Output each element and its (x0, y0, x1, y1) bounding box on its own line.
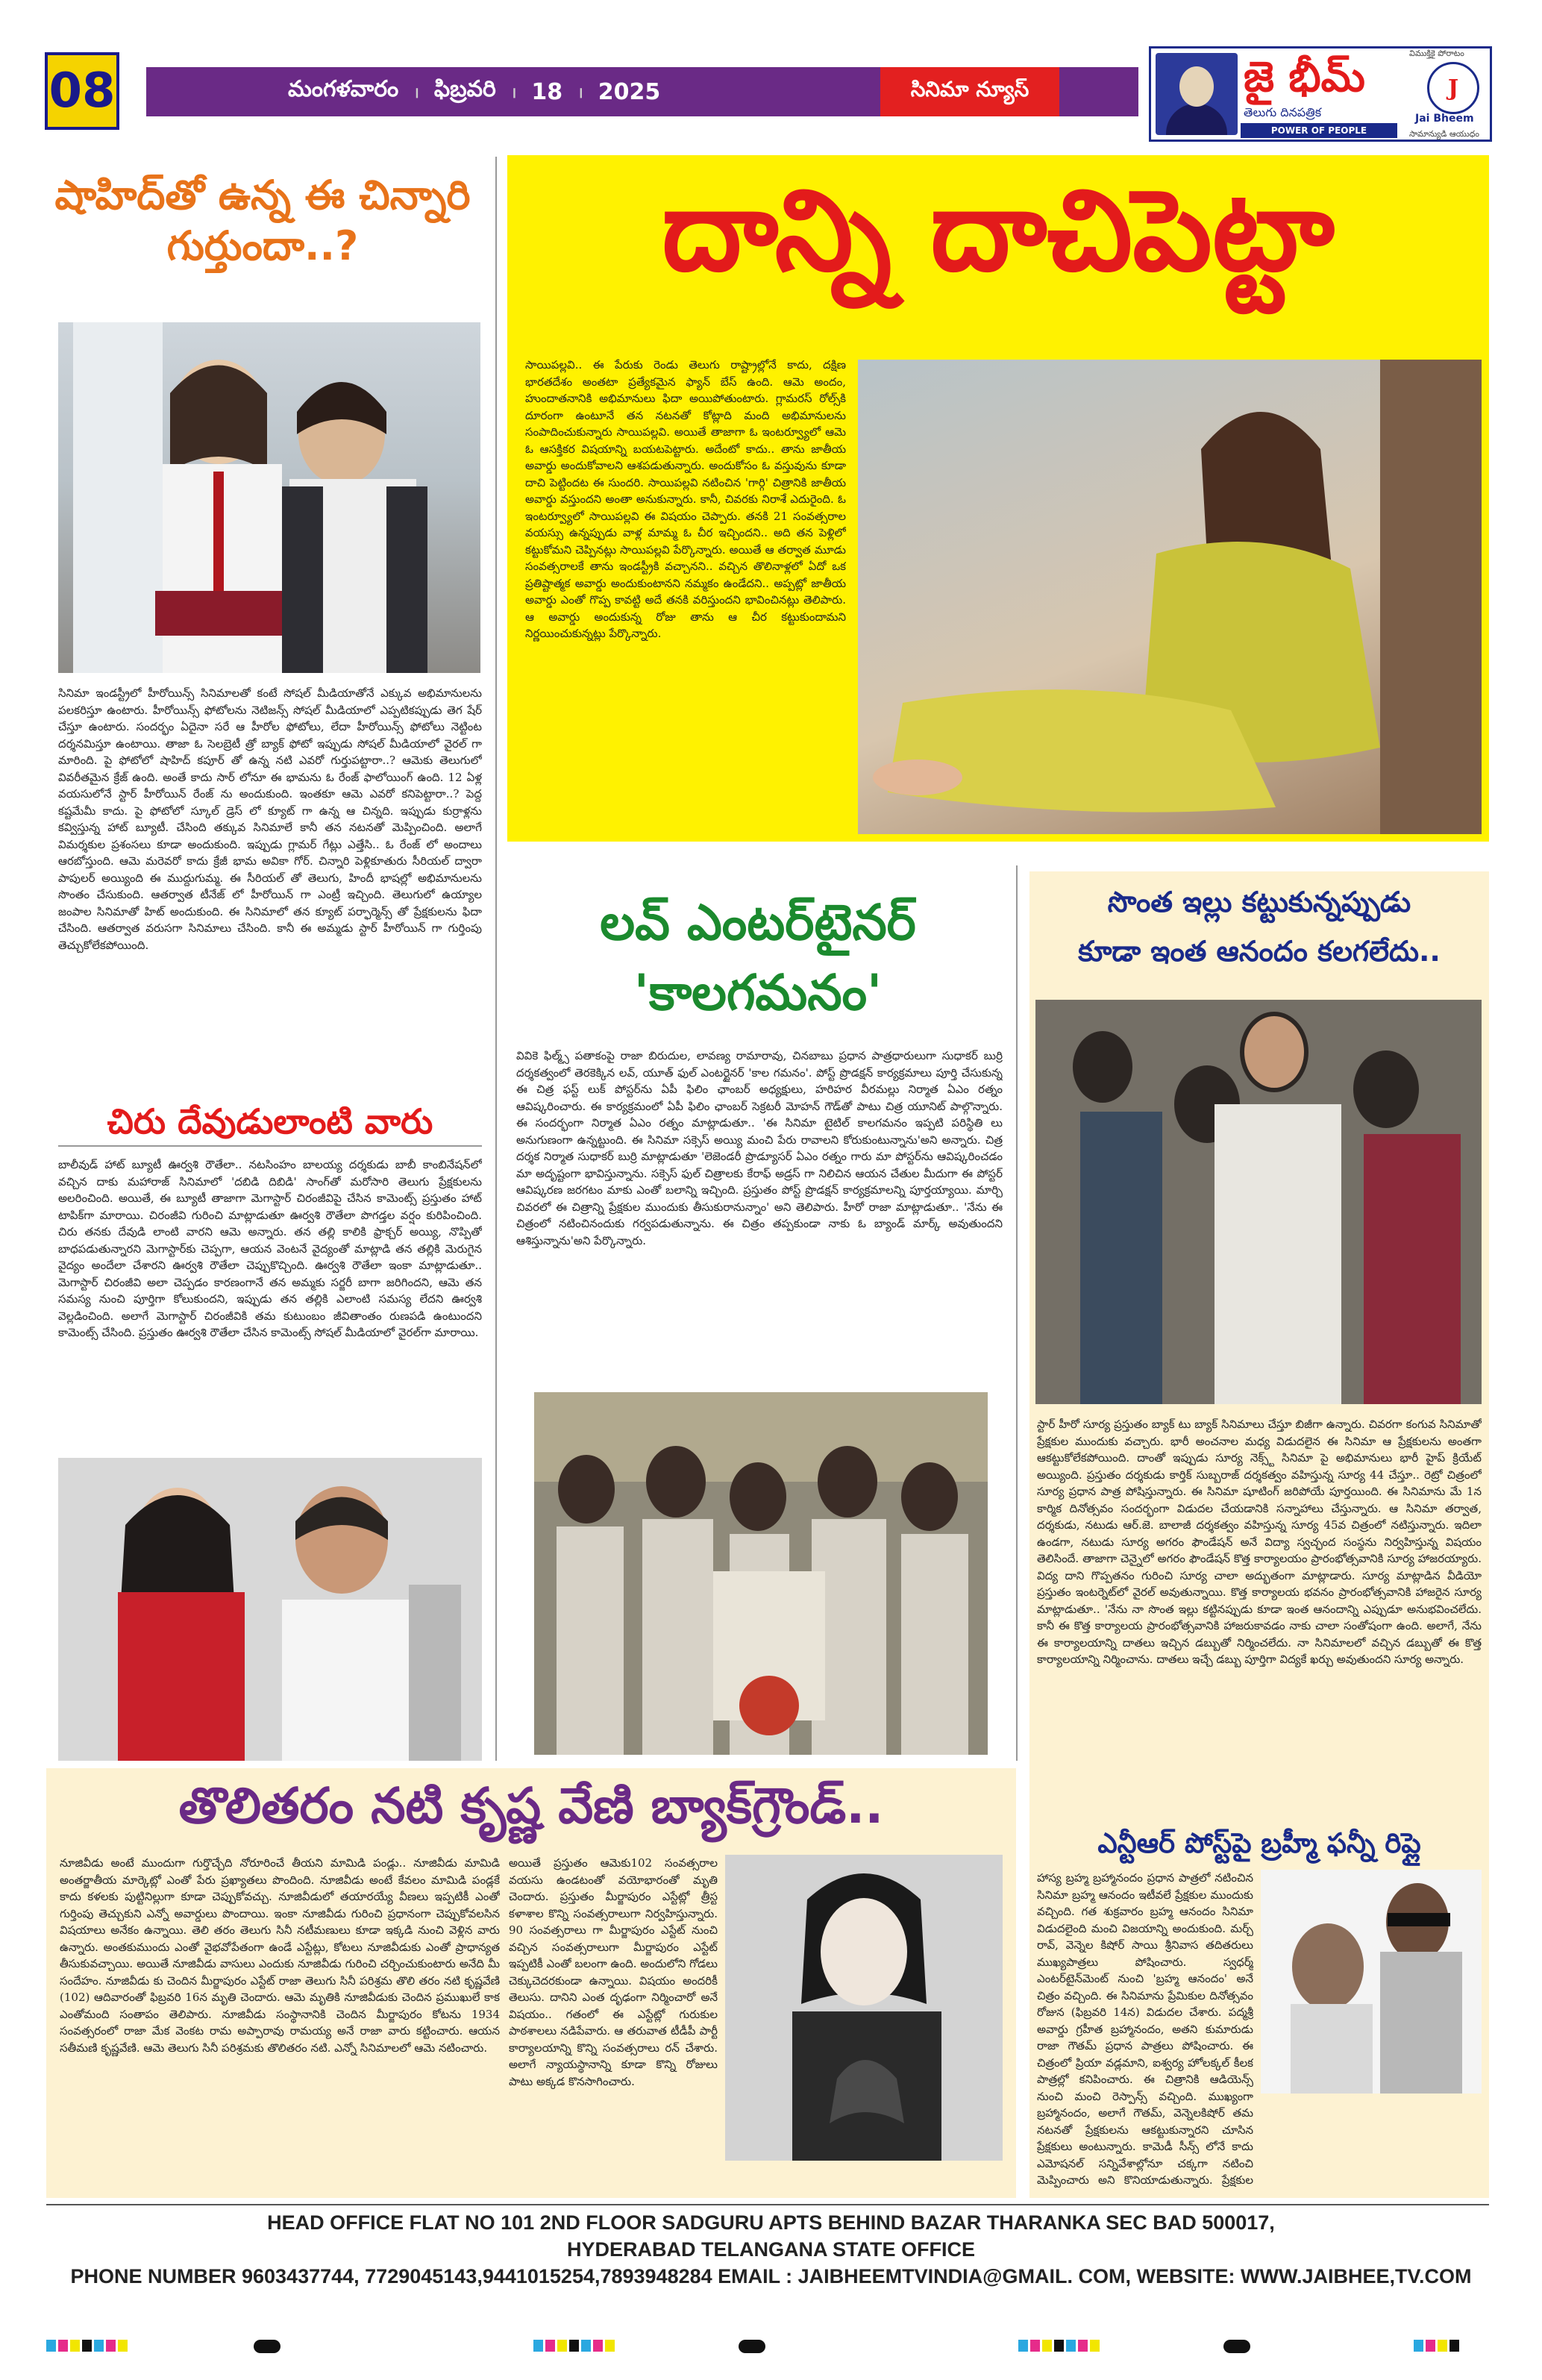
kalagamanam-headline-1: లవ్ ఎంటర్‌టైనర్ (600, 894, 916, 951)
masthead-logo-text: Jai Bheem (1415, 113, 1474, 125)
brahmi-photo (1261, 1870, 1482, 2094)
ntr-brahmi-headline: ఎన్టీఆర్ పోస్ట్‌పై బ్రహ్మీ ఫన్నీ రిప్లై (1097, 1827, 1421, 1859)
surya-box (1029, 871, 1489, 2198)
masthead-tagline-bottom: సామాన్యుడి ఆయుధం (1409, 129, 1479, 139)
masthead-tagline-top: విముక్తికై పోరాటం (1409, 48, 1464, 58)
shahid-body: సినిమా ఇండస్ట్రీలో హీరోయిన్స్ సినిమాలతో కంటే సోషల్ మీడియాతోనే ఎక్కువ అభిమానులను పలకరిస్తూ ఉంటారు. హీరోయిన్స్ ఫోటోలను నెటిజన్స్ సోషల్ మీడియాలో ఎప్పటికప్పుడు తెగ షేర్ చేస్తూ ఉంటారు. సందర్భం ఏదైనా సరే ఆ హీరోల ఫోటోలు, లేదా హీరోయిన్స్ ఫోటోలు నెట్టింట దర్శనమిస్తూ ఉంటాయి. తాజా ఓ సెలబ్రెటీ త్రో బ్యాక్ ఫోటో ఇప్పుడు సోషల్ మీడియాలో వైరల్ గా మారింది. పై ఫోటోలో షాహిద్ కపూర్ తో ఉన్న నటి ఎవరో గుర్తుపట్టారా..? ఆమెకు తెలుగులో వివరీతమైన క్రేజ్ ఉంది. అంతే కాదు సార్ లోనూ ఈ భామను ఓ రేంజ్ ఫాలోయింగ్ ఉంది. 12 ఏళ్ల వయసులోనే స్టార్ హీరోయిన్ రేంజ్ ను అందుకుంది. ఇంతకూ ఆమె ఎవరో కనిపెట్టారా..? పెద్ద కష్టమేమీ కాదు. పై ఫోటోలో స్కూల్ డ్రెస్ లో క్యూట్ గా ఉన్న ఆ చిన్నది. ఇప్పుడు కుర్రాళ్లను కవ్విస్తున్న హాట్ బ్యూటీ. చేసింది తక్కువ సినిమాలే కానీ తన నటనతో మెప్పించింది. అలాగే విమర్శకుల ప్రశంసలు కూడా అందుకుంది. ఇప్పుడు గ్లామర్ గేట్లు ఎత్తేసి.. ఓ రేంజ్ లో అందాలు ఆరబోస్తుంది. ఆమె మరెవరో కాదు క్రేజీ భామ అవికా గోర్. చిన్నారి పెళ్లికూతురు సీరియల్ ద్వారా పాపులర్ అయ్యింది ఈ ముద్దుగుమ్మ. ఈ సీరియల్ తో తెలుగు, హిందీ భాషల్లో అభిమానులను సొంతం చేసుకుంది. ఆతర్వాత టీనేజ్ లో హీరోయిన్ గా ఎంట్రీ ఇచ్చింది. తెలుగులో ఉయ్యాల జంపాల సినిమాతో హిట్ అందుకుంది. ఈ సినిమాలో తన క్యూట్ పర్ఫార్మెన్స్ తో ప్రేక్షకులను ఫిదా చేసింది. ఆతర్వాత వరుసగా సినిమాలు చేసింది. కానీ ఈ అమ్మడు స్టార్ హీరోయిన్ గా గుర్తింపు తెచ్చుకోలేకపోయింది. (58, 686, 482, 952)
surya-headline-2: కూడా ఇంత ఆనందం కలగలేదు.. (1078, 935, 1441, 968)
date-bar: మంగళవారం । ఫిబ్రవరి । 18 । 2025 (146, 67, 1138, 116)
date-month: ఫిబ్రవరి (433, 76, 496, 102)
kalagamanam-photo (534, 1392, 988, 1755)
surya-headline-1: సొంత ఇల్లు కట్టుకున్నప్పుడు (1107, 886, 1411, 918)
krishnaveni-box (46, 1768, 1016, 2198)
sai-pallavi-headline: దాన్ని దాచిపెట్టా (662, 166, 1335, 296)
date-year: 2025 (598, 78, 661, 105)
chiru-photo (58, 1458, 482, 1761)
registration-pill-3 (1223, 2340, 1250, 2353)
krishnaveni-body-right: అయితే ప్రస్తుతం ఆమెకు102 సంవత్సరాల వయసు ఉండటంతో వయోభారంతో మృతి చెందారు. ప్రస్తుతం మీర్జాపురం ఎస్టేట్లో త్రీస్ట కళాశాల కొన్ని సంవత్సరాలుగా నిర్వహిస్తున్నారు. 90 సంవత్సరాలు గా మీర్జాపురం ఎస్టేట్ నుంచి వచ్చిన సంవత్సరాలుగా మీర్జాపురం ఎస్టేట్ ఇప్పటికీ ఎంతో బలంగా ఉంది. అందులోని గోడలు చెక్కుచెదరకుండా ఉన్నాయి. విషయం అందరికీ తెలుసు. దానిని ఎంత దృఢంగా నిర్మించారో అనే విషయం.. గతంలో ఈ ఎస్టేట్లో గురుకుల పాఠశాలలు నడిపేవారు. ఆ తరువాత టీడీపీ పార్టీ కార్యాలయాన్ని కొన్ని సంవత్సరాలు రన్ చేశారు. అలాగే న్యాయస్థానాన్ని కూడా కొన్ని రోజులు పాటు అక్కడ కొనసాగించారు. (509, 1856, 718, 2088)
date-num: 18 (531, 78, 563, 105)
ntr-brahmi-body: హాస్య బ్రహ్మ బ్రహ్మానందం ప్రధాన పాత్రలో నటించిన సినిమా బ్రహ్మ ఆనందం ఇటీవలే ప్రేక్షకుల ముందుకు వచ్చింది. గత శుక్రవారం బ్రహ్మ ఆనందం సినిమా విడుదలైంది మంచి విజయాన్ని అందుకుంది. మర్చ్ రావ్, వెన్నెల కిషోర్ సాయి శ్రీనివాస తదితరులు ముఖ్యపాత్రలు పోషించారు. స్వధర్మ్ ఎంటర్‌టైన్‌మెంట్ నుంచి 'బ్రహ్మ ఆనందం' అనే చిత్రం వచ్చింది. ఈ సినిమాను ప్రేమికుల దినోత్సవం రోజున (ఫిబ్రవరి 14న) విడుదల చేశారు. పద్మశ్రీ అవార్డు గ్రహీత బ్రహ్మానందం, అతని కుమారుడు రాజా గౌతమ్ ప్రధాన పాత్రలు పోషించారు. ఈ చిత్రంలో ప్రియా వడ్లమాని, ఐశ్వర్య హోలక్కల్ కీలక పాత్రల్లో కనిపించారు. ఈ చిత్రానికి ఆడియెన్స్ నుంచి మంచి రెస్పాన్స్ వచ్చింది. ముఖ్యంగా బ్రహ్మానందం, అలాగే గౌతమ్, వెన్నెలకిషోర్ తమ నటనతో ప్రేక్షకులను ఆకట్టుకున్నారని చూసిన ప్రేక్షకులు అంటున్నారు. కామెడీ సీన్స్ లోనే కాదు ఎమోషనల్ సన్నివేశాల్లోనూ చక్కగా నటించి మెప్పించారు అని కొనియాడుతున్నారు. ప్రేక్షకుల (1037, 1871, 1253, 2187)
surya-photo (1035, 1000, 1482, 1404)
krishnaveni-headline: తొలితరం నటి కృష్ణ వేణి బ్యాక్‌గ్రౌండ్.. (178, 1777, 884, 1835)
ntr-brahmi-body-narrow (1037, 1870, 1253, 2190)
kalagamanam-body: వివికె ఫిల్మ్స్ పతాకంపై రాజా బిరుదుల, లావణ్య రామారావు, చినబాబు ప్రధాన పాత్రధారులుగా సుధాకర్ బుర్రి దర్శకత్వంలో తెరకెక్కిన లవ్, యూత్ ఫుల్ ఎంటర్టైనర్ 'కాల గమనం'. పోస్ట్ ప్రొడక్షన్ కార్యక్రమాలు పూర్తి చేసుకున్న ఈ చిత్ర ఫస్ట్ లుక్ పోస్టర్‌ను ఏపీ ఫిలిం ఛాంబర్ అధ్యక్షులు, హరిహర వీరమల్లు నిర్మాత ఏఎం రత్నం ఆవిష్కరించారు. ఈ కార్యక్రమంలో ఏపీ ఫిలిం ఛాంబర్ సెక్రటరీ మోహన్ గౌడ్‌తో పాటు చిత్ర యూనిట్ పాల్గొన్నారు. ఈ సందర్భంగా నిర్మాత ఏఎం రత్నం మాట్లాడుతూ.. 'ఈ సినిమా టైటిల్ కాలగమనం ఇప్పటి పరిస్థితి లు అనుగుణంగా ఉన్నట్టుంది. ఈ సినిమా సక్సెస్ అయ్యి మంచి పేరు రావాలని కోరుకుంటున్నాను'అని అన్నారు. చిత్ర దర్శక నిర్మాత సుధాకర్ బుర్రి మాట్లాడుతూ 'లెజెండరీ ప్రొడ్యూసర్ ఏఎం రత్నం గారు మా పోస్టర్‌ను ఆవిష్కరించడం మా అదృష్టంగా భావిస్తున్నాను. సక్సెస్ ఫుల్ చిత్రాలకు కేరాఫ్ అడ్రస్ గా నిలిచిన ఆయన చేతుల మీదుగా ఈ పోస్టర్ ఆవిష్కరణ జరగటం మాకు ఎంతో బలాన్ని ఇచ్చింది. ప్రస్తుతం పోస్ట్ ప్రొడక్షన్ కార్యక్రమాలన్ని పూర్తయ్యాయి. మార్చి చివరలో ఈ చిత్రాన్ని ప్రేక్షకుల ముందుకు తీసుకురానున్నాం' అని తెలిపారు. హీరో రాజా మాట్లాడుతూ.. 'నేను ఈ చిత్రంలో నటించినందుకు గర్వపడుతున్నాను. ఈ చిత్రం తప్పకుండా నాకు ఓ బ్యాండ్ మార్క్ అవుతుందని ఆశిస్తున్నాను'అని పేర్కొన్నారు. (516, 1049, 1003, 1247)
footer-line-3: PHONE NUMBER 9603437744, 7729045143,9441015254,7893948284 EMAIL : JAIBHEEMTVINDIA@GMAIL. COM, WEBSITE: WWW.JAIBHEE,TV.COM (70, 2265, 1472, 2287)
sai-pallavi-box (507, 155, 1489, 842)
masthead-title: జై భీమ్ (1244, 53, 1365, 101)
surya-body: స్టార్ హీరో సూర్య ప్రస్తుతం బ్యాక్ టు బ్యాక్ సినిమాలు చేస్తూ బిజీగా ఉన్నారు. చివరగా కంగువ సినిమాతో ప్రేక్షకుల ముందుకు వచ్చారు. భారీ అంచనాల మధ్య విడుదలైన ఈ సినిమా ఆ ప్రేక్షకులను అంతగా ఆకట్టుకోలేకపోయింది. దాంతో ఇప్పుడు సూర్య నెక్స్ట్ సినిమా పై అభిమానులు భారీ హైప్ క్రియేట్ అయ్యింది. ప్రస్తుతం దర్శకుడు కార్తిక్ సుబ్బరాజ్ దర్శకత్వం వహిస్తున్న సూర్య 44 చేస్తూ.. రెట్రో చిత్రంలో సూర్య ప్రధాన పాత్ర పోషిస్తున్నారు. ఈ సినిమా షూటింగ్ జరిపోయే పూర్తయింది. ఈ సినిమాను మే 1న కార్మిక దినోత్సవం సందర్భంగా విడుదల చేయడానికి సన్నాహాలు చేస్తున్నారు. ఆ సినిమా తర్వాత, దర్శకుడు, నటుడు ఆర్.జె. బాలాజీ దర్శకత్వం వహిస్తున్న సూర్య 45వ చిత్రంలో నటిస్తున్నారు. ఇదిలా ఉండగా, నటుడు సూర్య అగరం ఫౌండేషన్ అనే విద్యా స్వచ్ఛంద సంస్థను నిర్వహిస్తున్న విషయం తెలిసిందే. తాజాగా చెన్నైలో అగరం ఫౌండేషన్ కొత్త కార్యాలయం ప్రారంభోత్సవానికి సూర్య హాజరయ్యారు. విద్య దాని గొప్పతనం గురించి సూర్య చాలా అద్భుతంగా మాట్లాడారు. సూర్య మాట్లాడిన వీడియో ప్రస్తుతం ఇంటర్నెట్‌లో వైరల్ అవుతున్నాయి. కొత్త కార్యాలయ భవనం ప్రారంభోత్సవానికి హాజరైన సూర్య మాట్లాడుతూ.. 'నేను నా సొంత ఇల్లు కట్టినప్పుడు కూడా ఇంత ఆనందాన్ని ఎప్పుడూ అనుభవించలేదు. కానీ ఈ కొత్త కార్యాలయ ప్రారంభోత్సవానికి హాజరుకావడం నాకు చాలా సంతోషంగా ఉంది. అలాగే, నేను ఈ కార్యాలయాన్ని దాతలు ఇచ్చిన డబ్బుతో నిర్మించలేదు. నా సినిమాలలో వచ్చిన డబ్బుతో ఈ కొత్త కార్యాలయాన్ని నిర్మించాను. దాతలు ఇచ్చే డబ్బు పూర్తిగా విద్యకే ఖర్చు అవుతుందని సూర్య అన్నారు. (1037, 1418, 1482, 1666)
registration-pill-1 (254, 2340, 280, 2353)
sai-pallavi-body: సాయిపల్లవి.. ఈ పేరుకు రెండు తెలుగు రాష్ట్రాల్లోనే కాదు, దక్షిణ భారతదేశం అంతటా ప్రత్యేకమైన ఫ్యాన్ బేస్ ఉంది. ఆమె అందం, హుందాతనానికి అభిమానులు ఫిదా అయిపోతుంటారు. గ్లామరస్ రోల్స్‌కి దూరంగా ఉంటూనే తన నటనతో కోట్లాది మంది అభిమానులను సంపాదించుకున్నారు సాయిపల్లవి. అయితే తాజాగా ఓ ఇంటర్వ్యూలో ఆమె ఓ ఆసక్తికర విషయాన్ని బయటపెట్టారు. అదేంటో కాదు.. తాను జాతీయ అవార్డు అందుకోవాలని ఆశపడుతున్నారు. అందుకోసం ఓ వస్తువును కూడా దాచి పెట్టిందట ఈ సుందరి. సాయిపల్లవి నటించిన 'గార్గి' చిత్రానికి జాతీయ అవార్డు వస్తుందని అంతా అనుకున్నారు. కానీ, చివరకు నిరాశే ఎదురైంది. ఓ ఇంటర్వ్యూలో సాయిపల్లవి ఈ విషయం చెప్పారు. తనకి 21 సంవత్సరాల వయస్సు ఉన్నప్పుడు వాళ్ల మామ్మ ఓ చీర ఇచ్చిందని.. అది తన పెళ్లిలో కట్టుకోమని చెప్పినట్లు సాయిపల్లవి పేర్కొన్నారు. అయితే ఆ తర్వాత మూడు సంవత్సరాలకే తాను ఇండస్ట్రీకి వచ్చానని.. వచ్చిన తొలినాళ్లలో ఏదో ఒక ప్రతిష్టాత్మక అవార్డు అందుకుంటానని నమ్మకం ఉండేదని.. అప్పట్లో జాతీయ అవార్డు ఎంతో గొప్ప కావట్టి అదే తనకి వరిస్తుందని భావించినట్లు తెలిపారు. ఆ అవార్డు అందుకున్న రోజు తాను ఆ చీర కట్టుకుందామని నిర్ణయించుకున్నట్లు పేర్కొన్నారు. (525, 358, 846, 640)
shahid-photo (58, 322, 480, 673)
chiru-headline: చిరు దేవుడులాంటి వారు (107, 1101, 433, 1142)
registration-pill-2 (739, 2340, 765, 2353)
footer-line-1: HEAD OFFICE FLAT NO 101 2ND FLOOR SADGURU APTS BEHIND BAZAR THARANKA SEC BAD 500017, (267, 2211, 1275, 2234)
chiru-body: బాలీవుడ్ హాట్ బ్యూటీ ఊర్వశి రౌతేలా.. నటసింహం బాలయ్య దర్శకుడు బాబీ కాంబినేషన్‌లో వచ్చిన దాకు మహారాజ్ సినిమాలో 'దబిడి దిబిడి' సాంగ్‌తో మరోసారి తెలుగు ప్రేక్షకులను అలరించింది. అయితే, ఈ బ్యూటీ తాజాగా మెగాస్టార్ చిరంజీవిపై చేసిన కామెంట్స్ ప్రస్తుతం హాట్ టాపిక్‌గా మారాయి. చిరంజీవి గురించి మాట్లాడుతూ ఊర్వశి రౌతేలా పొగడ్తల వర్షం కురిపించింది. చిరు తనకు దేవుడి లాంటి వారని ఆమె అన్నారు. తన తల్లి కాలికి ఫ్రాక్చర్ అయ్యి, నొప్పితో బాధపడుతున్నారని మెగాస్టార్‌కు చెప్పగా, ఆయన వెంటనే వైద్యంతో మాట్లాడి తన తల్లికి మెరుగైన వైద్యం అందేలా చేశారని ఊర్వశి రౌతేలా చెప్పుకొచ్చింది. ఊర్వశి రౌతేలా ఇంకా మాట్లాడుతూ.. మెగాస్టార్ చిరంజీవి అలా చెప్పడం కారణంగానే తన అమ్మకు సర్జరీ బాగా జరిగిందని, ఆమె తన సమస్య నుంచి పూర్తిగా కోలుకుందని, ఇప్పుడు తన తల్లికి ఎలాంటి సమస్య లేదని ఊర్వశి వెల్లడించింది. అలాగే మెగాస్టార్ చిరంజీవికి తమ కుటుంబం జీవితాంతం రుణపడి ఉంటుందని కామెంట్స్ చేసింది. ప్రస్తుతం ఊర్వశి రౌతేలా చేసిన కామెంట్స్ సోషల్ మీడియాలో వైరల్‌గా మారాయి. (58, 1158, 482, 1339)
krishnaveni-photo (725, 1855, 1003, 2161)
masthead (1149, 46, 1492, 142)
masthead-subtitle: తెలుగు దినపత్రిక (1244, 105, 1322, 119)
sai-pallavi-photo (858, 360, 1482, 834)
date-day: మంగళవారం (288, 76, 399, 102)
kalagamanam-headline-2: 'కాలగమనం' (633, 964, 883, 1021)
section-label: సినిమా న్యూస్ (880, 67, 1059, 116)
jai-bheem-logo-icon: J (1427, 62, 1479, 114)
shahid-headline: షాహిద్‌తో ఉన్న ఈ చిన్నారి గుర్తుందా..? (54, 172, 471, 269)
krishnaveni-body-left: నూజివీడు అంటే ముందుగా గుర్తొచ్చేది నోరూరించే తీయని మామిడి పండ్లు.. నూజివీడు మామిడి అంతర్జాతీయ మార్కెట్లో ఎంతో పేరు ప్రఖ్యాతలు పొందింది. నూజివీడు అంటే కేవలం మామిడి పండ్లకే కాదు కళలకు పుట్టినిల్లుగా కూడా చెప్పుకోవచ్చు. నూజివీడులో తయారయ్యే వీణలు ఇప్పటికీ ఎంతో గుర్తింపు తెచ్చుకుని ఎన్నో అవార్డులు పొందాయి. ఇంకా నూజివీడు గురించి ప్రధానంగా చెప్పుకోవలసిన విషయాలు అనేకం ఉన్నాయి. తెలి తరం తెలుగు సినీ నటీమణులు కూడా ఇక్కడి నుంచి వెళ్లిన వారు ఉన్నారు. అంతకుముందు ఎంతో వైభవోపేతంగా ఉండే ఎస్టేట్లు, కోటలు నూజివీడుకు ఎంతో ప్రాధాన్యత తీసుకువచ్చాయి. అయితే నూజివీడు వాసులు ఎందుకు నూజివీడు గురించి చర్చించుకుంటారు అనేది మీ సందేహం. నూజివీడు కు చెందిన మీర్జాపురం ఎస్టేట్ రాజా తెలుగు సినీ పరిశ్రమ తొలి తరం నటి కృష్ణవేణి (102) ఆదివారంతో ఫిబ్రవరి 16న మృతి చెందారు. ఆమె మృతికి నూజివీడుకు చెందిన ప్రముఖులే కాక ఎంతోమంది సంతాపం తెలిపారు. నూజివీడు సంస్థానానికి చెందిన మీర్జాపురం కోటను 1934 సంవత్సరంలో రాజా మేక వెంకట రామ అప్పారావు రామయ్య అనే రాజా వారు కట్టించారు. ఆయన సతీమణి కృష్ణవేణి. ఆమె తెలుగు సినీ పరిశ్రమకు తొలితరం నటి. ఎన్నో సినిమాలలో ఆమె నటించారు. (60, 1856, 500, 2055)
masthead-strip: POWER OF PEOPLE (1241, 123, 1397, 138)
registration-marks-4 (1414, 2340, 1459, 2352)
registration-marks-3 (1018, 2340, 1100, 2352)
registration-marks-1 (46, 2340, 128, 2352)
page-number: 08 (45, 52, 119, 130)
registration-marks-2 (533, 2340, 615, 2352)
ambedkar-portrait-icon (1156, 53, 1238, 135)
footer-line-2: HYDERABAD TELANGANA STATE OFFICE (567, 2238, 975, 2261)
